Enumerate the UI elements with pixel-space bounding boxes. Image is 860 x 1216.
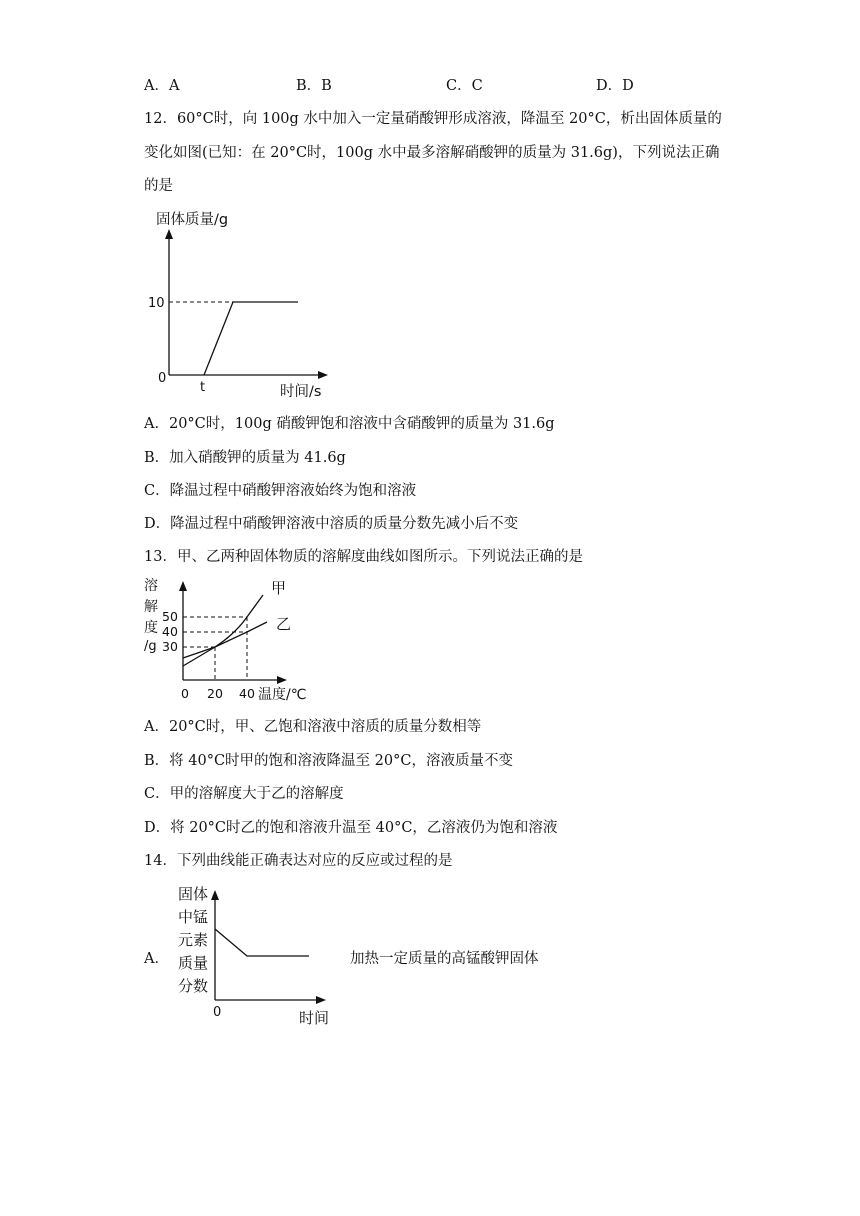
q12-y-arrow — [165, 229, 173, 239]
q13-y-label-2: 解 — [144, 599, 158, 615]
q12-y-tick-10: 10 — [148, 296, 165, 311]
q14-y-label-5: 分数 — [178, 977, 209, 995]
q12-option-c: C．降温过程中硝酸钾溶液始终为饱和溶液 — [144, 483, 417, 499]
q13-x-tick-40: 40 — [239, 686, 255, 701]
q14-y-arrow — [211, 890, 219, 900]
q13-option-a: A．20°C时，甲、乙饱和溶液中溶质的质量分数相等 — [144, 719, 482, 735]
q14-option-a-text: 加热一定质量的高锰酸钾固体 — [350, 951, 539, 967]
q11-option-b: B．B — [296, 78, 332, 94]
q13-chart — [140, 576, 340, 704]
q14-chart — [175, 882, 355, 1032]
q14-x-arrow — [316, 996, 326, 1004]
q11-option-d: D．D — [596, 78, 634, 94]
q13-x-tick-20: 20 — [207, 686, 223, 701]
q13-stem: 13．甲、乙两种固体物质的溶解度曲线如图所示。下列说法正确的是 — [144, 549, 583, 565]
q12-y-label: 固体质量/g — [156, 212, 229, 228]
q13-option-d: D．将 20°C时乙的饱和溶液升温至 40°C，乙溶液仍为饱和溶液 — [144, 820, 558, 836]
q13-y-arrow — [179, 581, 187, 591]
q13-y-label-4: /g — [144, 639, 157, 654]
q14-y-label-3: 元素 — [178, 931, 209, 949]
q14-y-label-2: 中锰 — [178, 908, 209, 926]
q12-option-b: B．加入硝酸钾的质量为 41.6g — [144, 450, 346, 466]
q14-origin: 0 — [213, 1005, 222, 1020]
q12-option-d: D．降温过程中硝酸钾溶液中溶质的质量分数先减小后不变 — [144, 516, 519, 532]
q14-data-line — [215, 929, 309, 956]
q14-option-a-label: A． — [144, 951, 169, 967]
q12-stem-line-1: 12．60°C时，向 100g 水中加入一定量硝酸钾形成溶液，降温至 20°C，析出固体质量的 — [144, 111, 722, 127]
q13-x-arrow — [277, 676, 287, 684]
q11-option-a: A．A — [144, 78, 180, 94]
q12-stem-line-2: 变化如图(已知：在 20°C时，100g 水中最多溶解硝酸钾的质量为 31.6g)，下列说法正确 — [144, 145, 720, 161]
q13-series-yi: 乙 — [276, 615, 292, 633]
q12-option-a: A．20°C时，100g 硝酸钾饱和溶液中含硝酸钾的质量为 31.6g — [144, 416, 555, 432]
q14-y-label-4: 质量 — [178, 954, 209, 972]
q13-option-b: B．将 40°C时甲的饱和溶液降温至 20°C，溶液质量不变 — [144, 753, 513, 769]
q12-chart — [140, 205, 360, 400]
q12-stem-line-3: 的是 — [144, 178, 173, 194]
q13-option-c: C．甲的溶解度大于乙的溶解度 — [144, 786, 344, 802]
q13-y-label-3: 度 — [144, 620, 158, 636]
q13-x-tick-0: 0 — [181, 686, 189, 701]
q11-option-c: C．C — [446, 78, 483, 94]
q14-x-label: 时间 — [299, 1009, 330, 1027]
q13-x-label: 温度/℃ — [258, 687, 307, 703]
q12-origin: 0 — [158, 371, 167, 386]
q12-data-line — [204, 302, 298, 375]
q14-stem: 14．下列曲线能正确表达对应的反应或过程的是 — [144, 853, 453, 869]
q13-series-jia: 甲 — [271, 579, 287, 597]
q12-x-label: 时间/s — [280, 384, 322, 400]
q13-y-label-1: 溶 — [144, 578, 158, 594]
q13-y-tick-30: 30 — [162, 639, 178, 654]
q13-y-tick-50: 50 — [162, 609, 178, 624]
q12-x-tick-t: t — [200, 380, 206, 395]
q12-x-arrow — [318, 371, 328, 379]
q13-y-tick-40: 40 — [162, 624, 178, 639]
q14-y-label-1: 固体 — [178, 885, 209, 903]
